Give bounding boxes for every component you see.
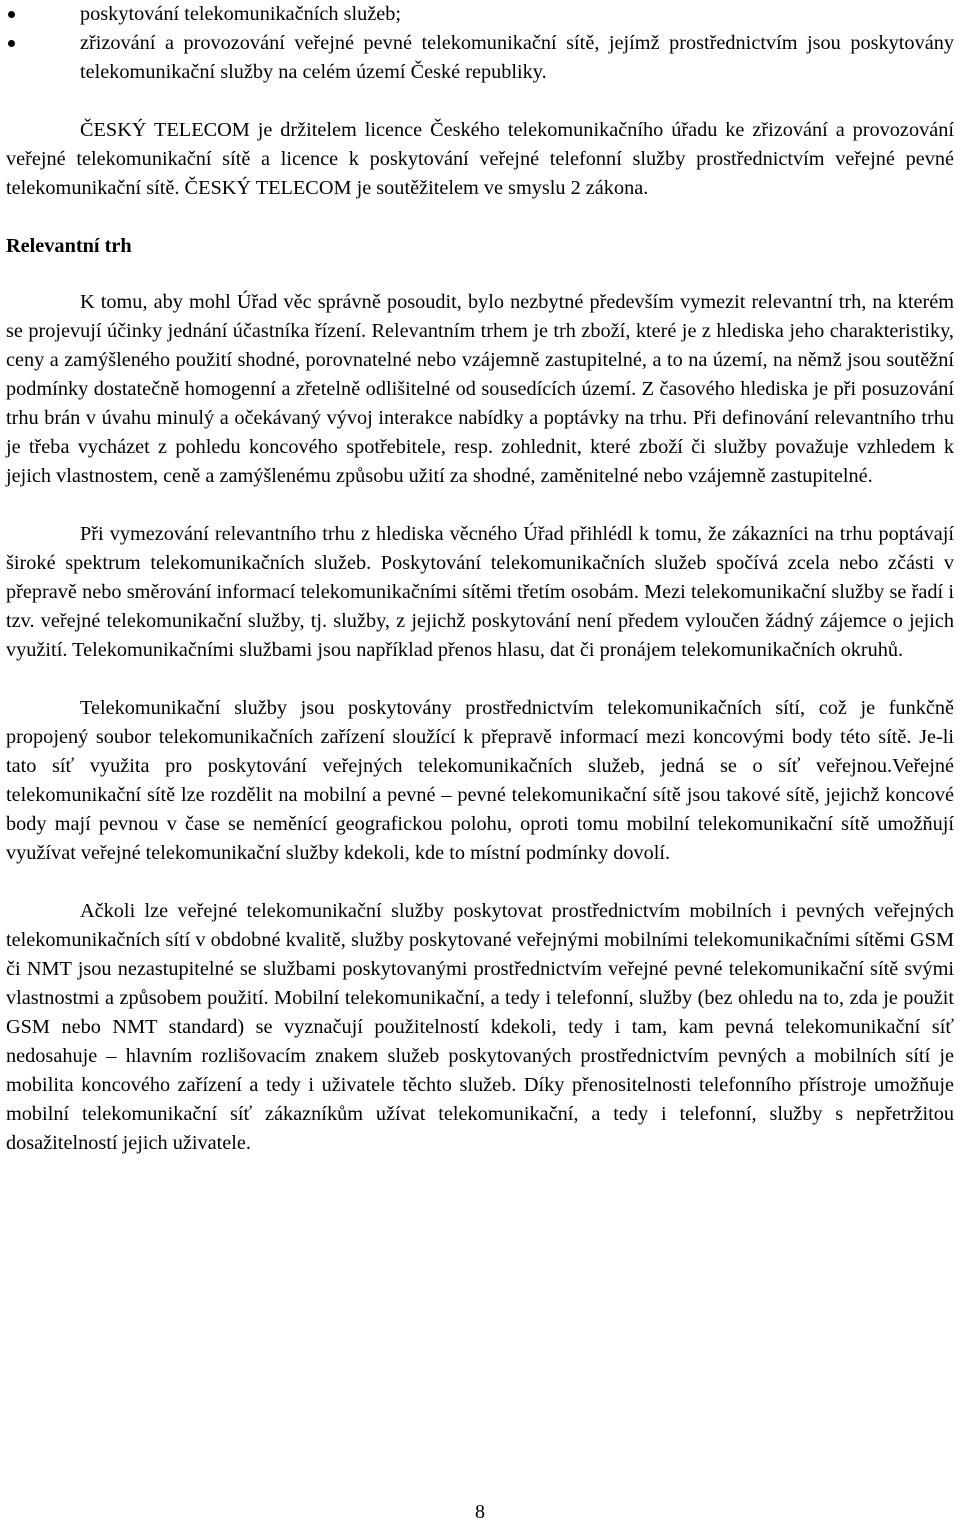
document-page (6, 0, 954, 1158)
paragraph-material-scope: Při vymezování relevantního trhu z hlediska věcného Úřad přihlédl k tomu, že zákazníci na trhu poptávají široké spektrum telekomunikačních služeb. Poskytování telekomunikačních služeb spočívá zcela nebo zčásti v přepravě nebo směrování informací telekomunikačními sítěmi třetím osobám. Mezi telekomunikační služby se řadí i tzv. veřejné telekomunikační služby, tj. služby, z jejichž poskytování není předem vyloučen žádný zájemce o jejich využití. Telekomunikačními službami jsou například přenos hlasu, dat či pronájem telekomunikačních okruhů. (6, 523, 954, 661)
bullet-list (6, 0, 954, 87)
paragraph-relevant-market: K tomu, aby mohl Úřad věc správně posoudit, bylo nezbytné především vymezit relevantní trh, na kterém se projevují účinky jednání účastníka řízení. Relevantním trhem je trh zboží, které je z hlediska jeho charakteristiky, ceny a zamýšleného použití shodné, porovnatelné nebo vzájemně zastupitelné, a to na území, na němž jsou soutěžní podmínky dostatečně homogenní a zřetelně odlišitelné od sousedících území. Z časového hlediska je při posuzování trhu brán v úvahu minulý a očekávaný vývoj interakce nabídky a poptávky na trhu. Při definování relevantního trhu je třeba vycházet z pohledu koncového spotřebitele, resp. zohlednit, které zboží či služby považuje vzhledem k jejich vlastnostem, ceně a zamýšlenému způsobu užití za shodné, zaměnitelné nebo vzájemně zastupitelné. (6, 291, 954, 487)
paragraph-mobile-vs-fixed: Ačkoli lze veřejné telekomunikační služby poskytovat prostřednictvím mobilních i pevných veřejných telekomunikačních sítí v obdobné kvalitě, služby poskytované veřejnými mobilními telekomunikačními sítěmi GSM či NMT jsou nezastupitelné se službami poskytovanými prostřednictvím veřejné pevné telekomunikační sítě svými vlastnostmi a způsobem použití. Mobilní telekomunikační, a tedy i telefonní, služby (bez ohledu na to, zda je použit GSM nebo NMT standard) se vyznačují použitelností kdekoli, tedy i tam, kam pevná telekomunikační síť nedosahuje – hlavním rozlišovacím znakem služeb poskytovaných prostřednictvím pevných a mobilních sítí je mobilita koncového zařízení a tedy i uživatele těchto služeb. Díky přenositelnosti telefonního přístroje umožňuje mobilní telekomunikační síť zákazníkům užívat telekomunikační, a tedy i telefonní, služby s nepřetržitou dosažitelností jejich uživatele. (6, 900, 954, 1154)
list-item (6, 29, 954, 87)
bullet-icon (8, 40, 15, 47)
section-heading: Relevantní trh (6, 235, 132, 257)
list-item-text: zřizování a provozování veřejné pevné telekomunikační sítě, jejímž prostřednictvím jsou poskytovány telekomunikační služby na celém území České republiky. (80, 32, 954, 83)
list-item (6, 0, 954, 29)
list-item-text: poskytování telekomunikačních služeb; (80, 3, 402, 25)
page-number: 8 (475, 1501, 485, 1523)
bullet-icon (8, 11, 15, 18)
paragraph-networks: Telekomunikační služby jsou poskytovány prostřednictvím telekomunikačních sítí, což je funkčně propojený soubor telekomunikačních zařízení sloužící k přepravě informací mezi koncovými body této sítě. Je-li tato síť využita pro poskytování veřejných telekomunikačních služeb, jedná se o síť veřejnou.Veřejné telekomunikační sítě lze rozdělit na mobilní a pevné – pevné telekomunikační sítě jsou takové sítě, jejichž koncové body mají pevnou v čase se neměnící geografickou polohu, oproti tomu mobilní telekomunikační sítě umožňují využívat veřejné telekomunikační služby kdekoli, kde to místní podmínky dovolí. (6, 697, 954, 864)
intro-paragraph: ČESKÝ TELECOM je držitelem licence Českého telekomunikačního úřadu ke zřizování a provozování veřejné telekomunikační sítě a licence k poskytování veřejné telefonní služby prostřednictvím veřejné pevné telekomunikační sítě. ČESKÝ TELECOM je soutěžitelem ve smyslu 2 zákona. (6, 119, 954, 199)
